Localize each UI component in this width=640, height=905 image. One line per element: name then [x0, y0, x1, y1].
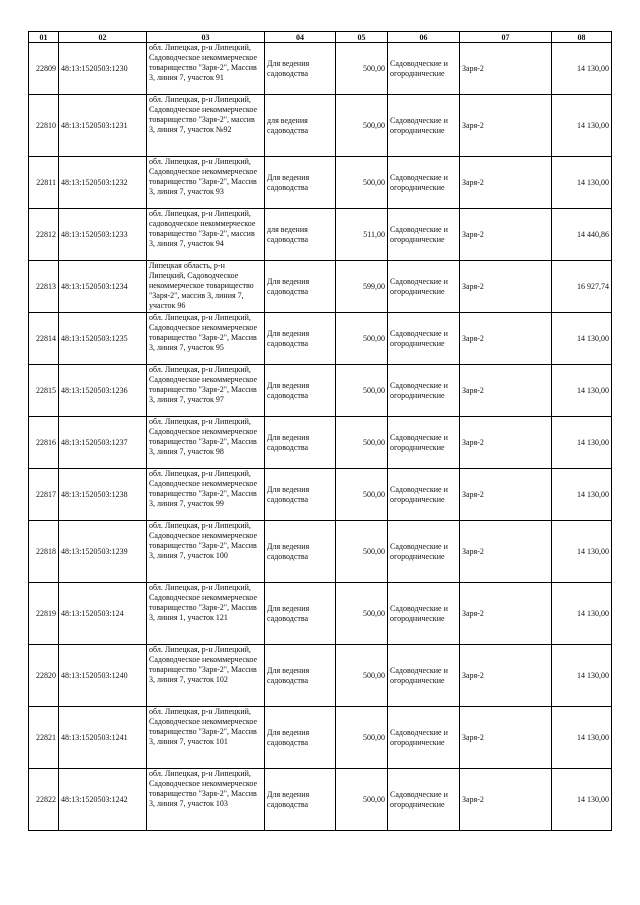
cadastral-value-cell: 14 130,00	[552, 43, 612, 95]
row-number-cell: 22820	[29, 645, 59, 707]
cadastral-number-cell: 48:13:1520503:1230	[59, 43, 147, 95]
column-header-08: 08	[552, 32, 612, 43]
address-cell	[147, 521, 265, 583]
category-cell: Садоводческие и огороднические	[388, 365, 460, 417]
cadastral-number-cell: 48:13:1520503:1240	[59, 645, 147, 707]
category-cell: Садоводческие и огороднические	[388, 95, 460, 157]
zone-cell: Заря-2	[460, 769, 552, 831]
table-row	[29, 769, 612, 831]
category-cell: Садоводческие и огороднические	[388, 469, 460, 521]
row-number-cell: 22812	[29, 209, 59, 261]
row-number-cell: 22810	[29, 95, 59, 157]
cadastral-number-cell: 48:13:1520503:1232	[59, 157, 147, 209]
land-plot-table	[28, 31, 612, 831]
category-cell: Садоводческие и огороднические	[388, 645, 460, 707]
zone-cell: Заря-2	[460, 261, 552, 313]
area-cell: 500,00	[336, 417, 388, 469]
address-text: обл. Липецкая, р-н Липецкий, Садоводческое некоммерческое товарищество "Заря-2", массив 3, линия 7, участок №92	[149, 95, 258, 134]
column-header-01: 01	[29, 32, 59, 43]
area-cell: 500,00	[336, 645, 388, 707]
area-cell: 500,00	[336, 583, 388, 645]
zone-cell: Заря-2	[460, 707, 552, 769]
cadastral-value-cell: 14 130,00	[552, 645, 612, 707]
cadastral-number-cell: 48:13:1520503:1237	[59, 417, 147, 469]
area-cell: 500,00	[336, 43, 388, 95]
table-row	[29, 365, 612, 417]
row-number-cell: 22811	[29, 157, 59, 209]
area-cell: 500,00	[336, 521, 388, 583]
category-cell: Садоводческие и огороднические	[388, 583, 460, 645]
address-text: обл. Липецкая, р-н Липецкий, Садоводческое некоммерческое товарищество "Заря-2", Массив 3, линия 7, участок 97	[149, 365, 258, 404]
cadastral-value-cell: 14 130,00	[552, 769, 612, 831]
zone-cell: Заря-2	[460, 417, 552, 469]
permitted-use-cell: Для ведения садоводства	[265, 707, 336, 769]
cadastral-number-cell: 48:13:1520503:124	[59, 583, 147, 645]
row-number-cell: 22819	[29, 583, 59, 645]
zone-cell: Заря-2	[460, 583, 552, 645]
address-cell	[147, 157, 265, 209]
permitted-use-cell: Для ведения садоводства	[265, 261, 336, 313]
cadastral-number-cell: 48:13:1520503:1231	[59, 95, 147, 157]
cadastral-number-cell: 48:13:1520503:1239	[59, 521, 147, 583]
row-number-cell: 22822	[29, 769, 59, 831]
category-cell: Садоводческие и огороднические	[388, 769, 460, 831]
row-number-cell: 22818	[29, 521, 59, 583]
column-header-06: 06	[388, 32, 460, 43]
cadastral-value-cell: 16 927,74	[552, 261, 612, 313]
permitted-use-cell: Для ведения садоводства	[265, 417, 336, 469]
row-number-cell: 22817	[29, 469, 59, 521]
address-text: обл. Липецкая, р-н Липецкий, Садоводческое некоммерческое товарищество "Заря-2", Массив 3, линия 7, участок 91	[149, 43, 258, 82]
address-text: обл. Липецкая, р-н Липецкий, садоводческое некоммерческое товарищество "Заря-2", массив 3, линия 7, участок 94	[149, 209, 256, 248]
table-row	[29, 521, 612, 583]
table-row	[29, 313, 612, 365]
address-cell	[147, 365, 265, 417]
zone-cell: Заря-2	[460, 95, 552, 157]
zone-cell: Заря-2	[460, 521, 552, 583]
address-cell	[147, 707, 265, 769]
cadastral-number-cell: 48:13:1520503:1233	[59, 209, 147, 261]
category-cell: Садоводческие и огороднические	[388, 417, 460, 469]
permitted-use-cell: Для ведения садоводства	[265, 645, 336, 707]
permitted-use-cell: Для ведения садоводства	[265, 365, 336, 417]
column-header-03: 03	[147, 32, 265, 43]
table-header-row	[29, 32, 612, 43]
address-cell	[147, 417, 265, 469]
area-cell: 500,00	[336, 95, 388, 157]
table-row	[29, 209, 612, 261]
address-cell	[147, 645, 265, 707]
row-number-cell: 22816	[29, 417, 59, 469]
area-cell: 500,00	[336, 469, 388, 521]
table-row	[29, 707, 612, 769]
column-header-05: 05	[336, 32, 388, 43]
cadastral-value-cell: 14 130,00	[552, 583, 612, 645]
column-header-04: 04	[265, 32, 336, 43]
address-text: обл. Липецкая, р-н Липецкий, Садоводческое некоммерческое товарищество "Заря-2", Массив 3, линия 7, участок 103	[149, 769, 258, 808]
cadastral-number-cell: 48:13:1520503:1235	[59, 313, 147, 365]
area-cell: 599,00	[336, 261, 388, 313]
address-text: обл. Липецкая, р-н Липецкий, Садоводческое некоммерческое товарищество "Заря-2", Массив 3, линия 7, участок 99	[149, 469, 258, 508]
column-header-07: 07	[460, 32, 552, 43]
address-cell	[147, 209, 265, 261]
permitted-use-cell: Для ведения садоводства	[265, 521, 336, 583]
cadastral-value-cell: 14 130,00	[552, 417, 612, 469]
permitted-use-cell: Для ведения садоводства	[265, 157, 336, 209]
row-number-cell: 22821	[29, 707, 59, 769]
area-cell: 500,00	[336, 769, 388, 831]
cadastral-value-cell: 14 130,00	[552, 469, 612, 521]
row-number-cell: 22814	[29, 313, 59, 365]
zone-cell: Заря-2	[460, 43, 552, 95]
area-cell: 500,00	[336, 157, 388, 209]
address-text: обл. Липецкая, р-н Липецкий, Садоводческое некоммерческое товарищество "Заря-2", Массив 3, линия 7, участок 93	[149, 157, 258, 196]
category-cell: Садоводческие и огороднические	[388, 209, 460, 261]
category-cell: Садоводческие и огороднические	[388, 313, 460, 365]
zone-cell: Заря-2	[460, 645, 552, 707]
area-cell: 500,00	[336, 365, 388, 417]
address-text: обл. Липецкая, р-н Липецкий, Садоводческое некоммерческое товарищество "Заря-2", Массив 3, линия 7, участок 98	[149, 417, 258, 456]
address-cell	[147, 469, 265, 521]
address-cell	[147, 95, 265, 157]
cadastral-value-cell: 14 130,00	[552, 707, 612, 769]
address-cell	[147, 769, 265, 831]
cadastral-value-cell: 14 130,00	[552, 95, 612, 157]
address-cell	[147, 313, 265, 365]
cadastral-number-cell: 48:13:1520503:1238	[59, 469, 147, 521]
table-row	[29, 417, 612, 469]
zone-cell: Заря-2	[460, 157, 552, 209]
cadastral-number-cell: 48:13:1520503:1236	[59, 365, 147, 417]
area-cell: 500,00	[336, 707, 388, 769]
cadastral-value-cell: 14 440,86	[552, 209, 612, 261]
category-cell: Садоводческие и огороднические	[388, 261, 460, 313]
row-number-cell: 22815	[29, 365, 59, 417]
permitted-use-cell: Для ведения садоводства	[265, 43, 336, 95]
table-row	[29, 43, 612, 95]
table-row	[29, 583, 612, 645]
address-text: обл. Липецкая, р-н Липецкий, Садоводческое некоммерческое товарищество "Заря-2", Массив 3, линия 7, участок 95	[149, 313, 258, 352]
cadastral-number-cell: 48:13:1520503:1234	[59, 261, 147, 313]
permitted-use-cell: для ведения садоводства	[265, 95, 336, 157]
address-text: обл. Липецкая, р-н Липецкий, Садоводческое некоммерческое товарищество "Заря-2", Массив 3, линия 7, участок 101	[149, 707, 258, 746]
cadastral-number-cell: 48:13:1520503:1241	[59, 707, 147, 769]
address-cell	[147, 43, 265, 95]
address-text: обл. Липецкая, р-н Липецкий, Садоводческое некоммерческое товарищество "Заря-2", Массив 3, линия 7, участок 102	[149, 645, 258, 684]
row-number-cell: 22809	[29, 43, 59, 95]
address-cell	[147, 583, 265, 645]
category-cell: Садоводческие и огороднические	[388, 707, 460, 769]
category-cell: Садоводческие и огороднические	[388, 157, 460, 209]
address-text: обл. Липецкая, р-н Липецкий, Садоводческое некоммерческое товарищество "Заря-2", Массив 3, линия 1, участок 121	[149, 583, 258, 622]
address-cell	[147, 261, 265, 313]
table-row	[29, 645, 612, 707]
area-cell: 511,00	[336, 209, 388, 261]
table-body	[29, 43, 612, 831]
cadastral-value-cell: 14 130,00	[552, 365, 612, 417]
table-row	[29, 261, 612, 313]
area-cell: 500,00	[336, 313, 388, 365]
cadastral-value-cell: 14 130,00	[552, 157, 612, 209]
row-number-cell: 22813	[29, 261, 59, 313]
column-header-02: 02	[59, 32, 147, 43]
permitted-use-cell: Для ведения садоводства	[265, 469, 336, 521]
address-text: обл. Липецкая, р-н Липецкий, Садоводческое некоммерческое товарищество "Заря-2", Массив 3, линия 7, участок 100	[149, 521, 258, 560]
permitted-use-cell: Для ведения садоводства	[265, 769, 336, 831]
zone-cell: Заря-2	[460, 209, 552, 261]
category-cell: Садоводческие и огороднические	[388, 521, 460, 583]
cadastral-number-cell: 48:13:1520503:1242	[59, 769, 147, 831]
zone-cell: Заря-2	[460, 313, 552, 365]
zone-cell: Заря-2	[460, 469, 552, 521]
address-text: Липецкая область, р-н Липецкий, Садоводческое некоммерческое товарищество "Заря-2", массив 3, линия 7, участок 96	[149, 261, 254, 310]
permitted-use-cell: Для ведения садоводства	[265, 313, 336, 365]
table-row	[29, 157, 612, 209]
table-row	[29, 469, 612, 521]
table-row	[29, 95, 612, 157]
permitted-use-cell: Для ведения садоводства	[265, 583, 336, 645]
category-cell: Садоводческие и огороднические	[388, 43, 460, 95]
permitted-use-cell: для ведения садоводства	[265, 209, 336, 261]
zone-cell: Заря-2	[460, 365, 552, 417]
cadastral-value-cell: 14 130,00	[552, 313, 612, 365]
cadastral-value-cell: 14 130,00	[552, 521, 612, 583]
